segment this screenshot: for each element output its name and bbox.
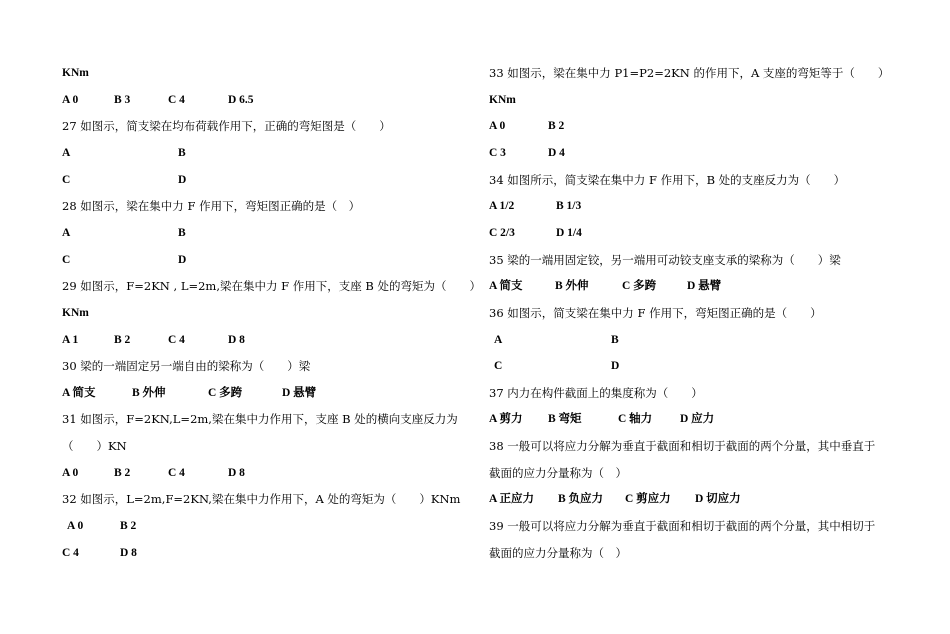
option-d: D	[178, 254, 187, 266]
option-b: B 外伸	[555, 280, 589, 292]
option-a: A 0	[62, 94, 79, 106]
option-b: B 弯矩	[548, 413, 582, 425]
option-b: B	[178, 227, 186, 239]
option-b: B 1/3	[556, 200, 582, 212]
option-a: A 1/2	[489, 200, 515, 212]
question-31: 31 如图示，F=2KN,L=2m,梁在集中力作用下，支座 B 处的横向支座反力为	[62, 412, 458, 426]
unit-text: KNm	[62, 307, 89, 319]
option-d: D 8	[120, 547, 137, 559]
question-39: 39 一般可以将应力分解为垂直于截面和相切于截面的两个分量，其中相切于	[489, 519, 876, 533]
option-a: A	[62, 227, 71, 239]
question-28: 28 如图示，梁在集中力 F 作用下，弯矩图正确的是（ ）	[62, 199, 361, 213]
option-b: B 2	[120, 520, 137, 532]
unit-text: KNm	[62, 67, 89, 79]
question-31-cont: （ ）KN	[62, 439, 127, 453]
option-d: D 8	[228, 467, 245, 479]
option-a: A 1	[62, 334, 79, 346]
option-a: A 简支	[489, 280, 523, 292]
option-d: D 1/4	[556, 227, 582, 239]
question-38: 38 一般可以将应力分解为垂直于截面和相切于截面的两个分量，其中垂直于	[489, 439, 876, 453]
option-c: C	[62, 254, 71, 266]
option-d: D	[178, 174, 187, 186]
option-a: A 0	[67, 520, 84, 532]
option-a: A 简支	[62, 387, 96, 399]
question-30: 30 梁的一端固定另一端自由的梁称为（ ）梁	[62, 359, 311, 373]
option-a: A 0	[489, 120, 506, 132]
option-c: C	[62, 174, 71, 186]
option-c: C 4	[168, 94, 185, 106]
option-a: A 剪力	[489, 413, 523, 425]
option-d: D	[611, 360, 620, 372]
option-c: C 4	[62, 547, 79, 559]
question-33: 33 如图示，梁在集中力 P1=P2=2KN 的作用下，A 支座的弯矩等于（ ）	[489, 66, 890, 80]
question-29: 29 如图示，F=2KN , L=2m,梁在集中力 F 作用下，支座 B 处的弯矩为（ ）	[62, 279, 482, 293]
question-39-cont: 截面的应力分量称为（ ）	[489, 546, 627, 560]
option-c: C 4	[168, 334, 185, 346]
option-c: C	[494, 360, 503, 372]
option-d: D 悬臂	[282, 387, 317, 399]
option-d: D 6.5	[228, 94, 254, 106]
question-37: 37 内力在构件截面上的集度称为（ ）	[489, 386, 703, 400]
option-c: C 多跨	[622, 280, 657, 292]
option-b: B 负应力	[558, 493, 604, 505]
option-d: D 悬臂	[687, 280, 722, 292]
option-d: D 切应力	[695, 493, 741, 505]
option-c: C 剪应力	[625, 493, 671, 505]
option-b: B 2	[114, 334, 131, 346]
option-b: B 2	[548, 120, 565, 132]
option-a: A	[494, 334, 503, 346]
option-d: D 应力	[680, 413, 715, 425]
option-c: C 2/3	[489, 227, 515, 239]
question-36: 36 如图示，简支梁在集中力 F 作用下，弯矩图正确的是（ ）	[489, 306, 822, 320]
question-27: 27 如图示，简支梁在均布荷载作用下，正确的弯矩图是（ ）	[62, 119, 391, 133]
option-d: D 4	[548, 147, 565, 159]
option-b: B	[611, 334, 619, 346]
option-a: A 0	[62, 467, 79, 479]
question-34: 34 如图所示，简支梁在集中力 F 作用下，B 处的支座反力为（ ）	[489, 173, 846, 187]
option-b: B 3	[114, 94, 131, 106]
unit-text: KNm	[489, 94, 516, 106]
option-c: C 多跨	[208, 387, 243, 399]
option-b: B 外伸	[132, 387, 166, 399]
option-b: B	[178, 147, 186, 159]
option-b: B 2	[114, 467, 131, 479]
option-d: D 8	[228, 334, 245, 346]
option-a: A 正应力	[489, 493, 535, 505]
question-35: 35 梁的一端用固定铰，另一端用可动铰支座支承的梁称为（ ）梁	[489, 253, 841, 267]
option-c: C 3	[489, 147, 506, 159]
question-32: 32 如图示，L=2m,F=2KN,梁在集中力作用下，A 处的弯矩为（ ）KNm	[62, 492, 461, 506]
question-38-cont: 截面的应力分量称为（ ）	[489, 466, 627, 480]
option-c: C 4	[168, 467, 185, 479]
option-a: A	[62, 147, 71, 159]
option-c: C 轴力	[618, 413, 653, 425]
